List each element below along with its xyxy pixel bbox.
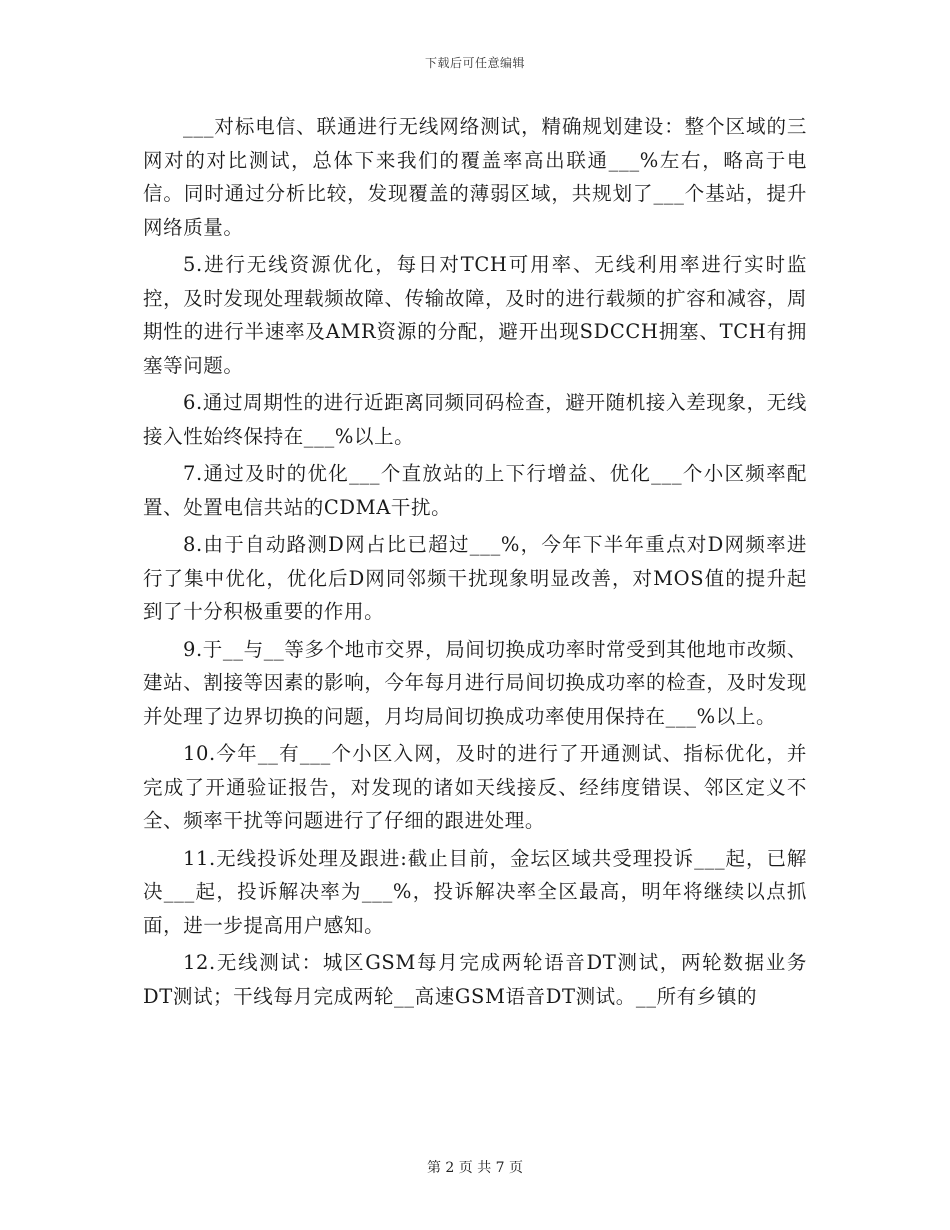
paragraph-item-5: 5.进行无线资源优化，每日对TCH可用率、无线利用率进行实时监控，及时发现处理载频故障、传输故障，及时的进行载频的扩容和减容，周期性的进行半速率及AMR资源的分配，避开出现SDCCH拥塞、TCH有拥塞等问题。 [143, 253, 807, 377]
paragraph-item-8: 8.由于自动路测D网占比已超过___%，今年下半年重点对D网频率进行了集中优化，优化后D网同邻频干扰现象明显改善，对MOS值的提升起到了十分积极重要的作用。 [143, 533, 807, 623]
paragraph-item-7: 7.通过及时的优化___个直放站的上下行增益、优化___个小区频率配置、处置电信共站的CDMA干扰。 [143, 462, 807, 519]
paragraph-item-11: 11.无线投诉处理及跟进:截止目前，金坛区域共受理投诉___起，已解决___起，投诉解决率为___%，投诉解决率全区最高，明年将继续以点抓面，进一步提高用户感知。 [143, 846, 807, 937]
document-body [143, 110, 807, 1017]
page-header: 下载后可任意编辑 [424, 56, 525, 70]
paragraph-item-9: 9.于__与__等多个地市交界，局间切换成功率时常受到其他地市改频、建站、割接等因素的影响，今年每月进行局间切换成功率的检查，及时发现并处理了边界切换的问题，月均局间切换成功率使用保持在___%以上。 [143, 637, 808, 728]
page-number: 第 2 页 共 7 页 [426, 1160, 524, 1176]
paragraph-item-6: 6.通过周期性的进行近距离同频同码检查，避开随机接入差现象，无线接入性始终保持在___%以上。 [143, 391, 807, 448]
paragraph-item-12: 12.无线测试：城区GSM每月完成两轮语音DT测试，两轮数据业务DT测试；干线每月完成两轮__高速GSM语音DT测试。__所有乡镇的 [143, 951, 807, 1008]
paragraph-intro: ___对标电信、联通进行无线网络测试，精确规划建设：整个区域的三网对的对比测试，总体下来我们的覆盖率高出联通___%左右，略高于电信。同时通过分析比较，发现覆盖的薄弱区域，共规划了___个基站，提升网络质量。 [143, 115, 807, 239]
paragraph-item-10: 10.今年__有___个小区入网，及时的进行了开通测试、指标优化，并完成了开通验证报告，对发现的诸如天线接反、经纬度错误、邻区定义不全、频率干扰等问题进行了仔细的跟进处理。 [143, 742, 807, 832]
